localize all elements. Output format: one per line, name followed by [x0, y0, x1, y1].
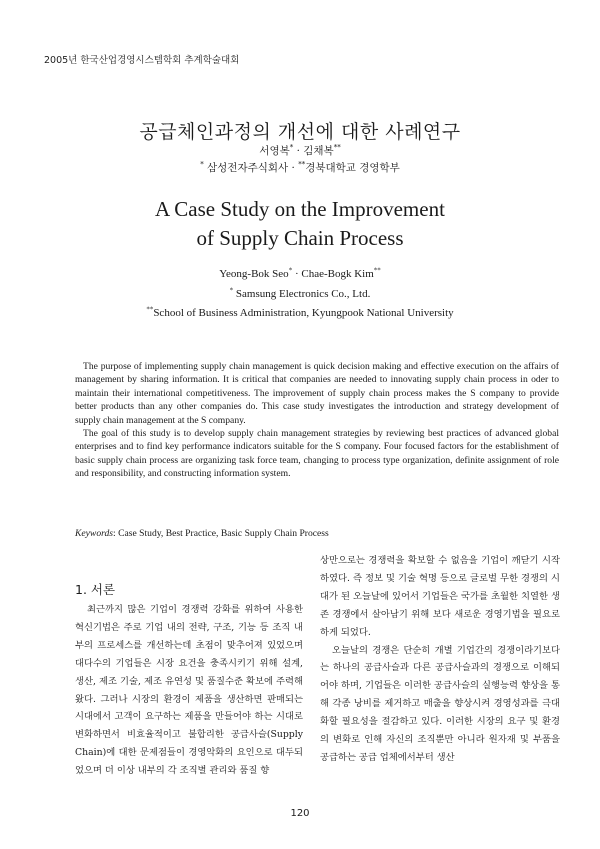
affil-2-en: School of Business Administration, Kyungpook National University [153, 307, 454, 319]
abstract [75, 360, 559, 481]
right-column-paragraph-1: 상만으로는 경쟁력을 확보할 수 없음을 기업이 깨닫기 시작하였다. 즉 정보 및 기술 혁명 등으로 글로벌 무한 경쟁의 시대가 된 오늘날에 있어서 기업들은 국가를 초월한 치열한 생존 경쟁에서 살아남기 위해 보다 새로운 경영기법을 필요로 하게 되었다. [320, 555, 560, 638]
author-2-en-mark: ** [373, 266, 381, 275]
affiliations-korean [0, 160, 600, 175]
right-column [320, 552, 560, 767]
authors-korean [0, 143, 600, 158]
page-number: 120 [290, 808, 310, 819]
affiliation-english-1 [0, 288, 600, 300]
keywords-text: : Case Study, Best Practice, Basic Supply Chain Process [113, 528, 329, 539]
section-1-paragraph-1: 최근까지 많은 기업이 경쟁력 강화를 위하여 사용한 혁신기법은 주로 기업 내의 전략, 구조, 기능 등 조직 내부의 프로세스를 개선하는데 초점이 맞추어져 있었으며 대다수의 기업들은 시장 요건을 충족시키기 위해 설계, 생산, 제조 기술, 제조 유연성 및 품질수준 확보에 주력해 왔다. 그러나 시장의 환경이 제품을 생산하면 판매되는 시대에서 고객이 요구하는 제품을 만들어야 하는 시대로 변화하면서 비효율적이고 불합리한 공급사슬(Supply Chain)에 대한 문제점들이 경영악화의 요인으로 대두되었으며 더 이상 내부의 각 조직별 관리와 품질 향 [75, 604, 303, 777]
affil-2-en-mark: ** [146, 305, 154, 314]
affiliation-english-2 [0, 307, 600, 319]
title-english-line-1: A Case Study on the Improvement [155, 197, 445, 221]
title-korean: 공급체인과정의 개선에 대한 사례연구 [139, 121, 461, 143]
authors-english [0, 268, 600, 280]
keywords [75, 528, 559, 539]
right-column-paragraph-2: 오늘날의 경쟁은 단순히 개별 기업간의 경쟁이라기보다는 하나의 공급사슬과 다른 공급사슬과의 경쟁으로 이해되어야 하며, 기업들은 이러한 공급사슬의 실행능력 향상을 통해 각종 낭비를 제거하고 매출을 향상시켜 경영성과를 극대화할 필요성을 절감하고 있다. 이러한 시장의 요구 및 환경의 변화로 인해 자신의 조직뿐만 아니라 원자재 및 부품을 공급하는 공급 업체에서부터 생산 [320, 644, 560, 763]
author-2-en: Chae-Bogk Kim [301, 268, 374, 280]
author-1-ko-mark: * [289, 143, 294, 152]
abstract-paragraph-1: The purpose of implementing supply chain management is quick decision making and effective execution on the affairs of management by sharing information. It is critical that companies are needed to innovating supply chain process in oder to maintain their international competitiveness. The improvement of supply chain process makes the S company to provide better products than any other companies do. This case study investigates the introduction and strategy development of supply chain management at the S company. [75, 361, 559, 426]
author-separator-en: · [292, 268, 302, 280]
author-separator-ko: · [293, 145, 304, 157]
affil-1-en: Samsung Electronics Co., Ltd. [233, 288, 371, 300]
author-2-ko-mark: ** [333, 143, 341, 152]
author-2-ko: 김채복 [303, 145, 334, 157]
affil-2-ko-mark: ** [298, 160, 306, 169]
section-1-title: 1. 서론 [75, 582, 116, 597]
left-column [75, 580, 303, 780]
affil-2-ko: 경북대학교 경영학부 [305, 162, 400, 174]
affil-1-en-mark: * [229, 286, 234, 295]
keywords-label: Keywords [75, 528, 114, 539]
author-1-ko: 서영복 [259, 145, 290, 157]
affil-1-ko: 삼성전자주식회사 · [203, 162, 299, 174]
title-english-line-2: of Supply Chain Process [196, 226, 404, 250]
author-1-en: Yeong-Bok Seo [219, 268, 289, 280]
title-english [0, 195, 600, 253]
conference-header: 2005년 한국산업경영시스템학회 추계학술대회 [44, 55, 240, 66]
author-1-en-mark: * [288, 266, 293, 275]
abstract-paragraph-2: The goal of this study is to develop supply chain management strategies by reviewing best practices of advanced global enterprises and to find key performance indicators suitable for the S company. Four focused factors for the establishment of basic supply chain process are organizing task force team, changing to process type organization, definite assignment of role and responsibility, and constructing information system. [75, 428, 559, 480]
affil-1-ko-mark: * [200, 160, 204, 169]
